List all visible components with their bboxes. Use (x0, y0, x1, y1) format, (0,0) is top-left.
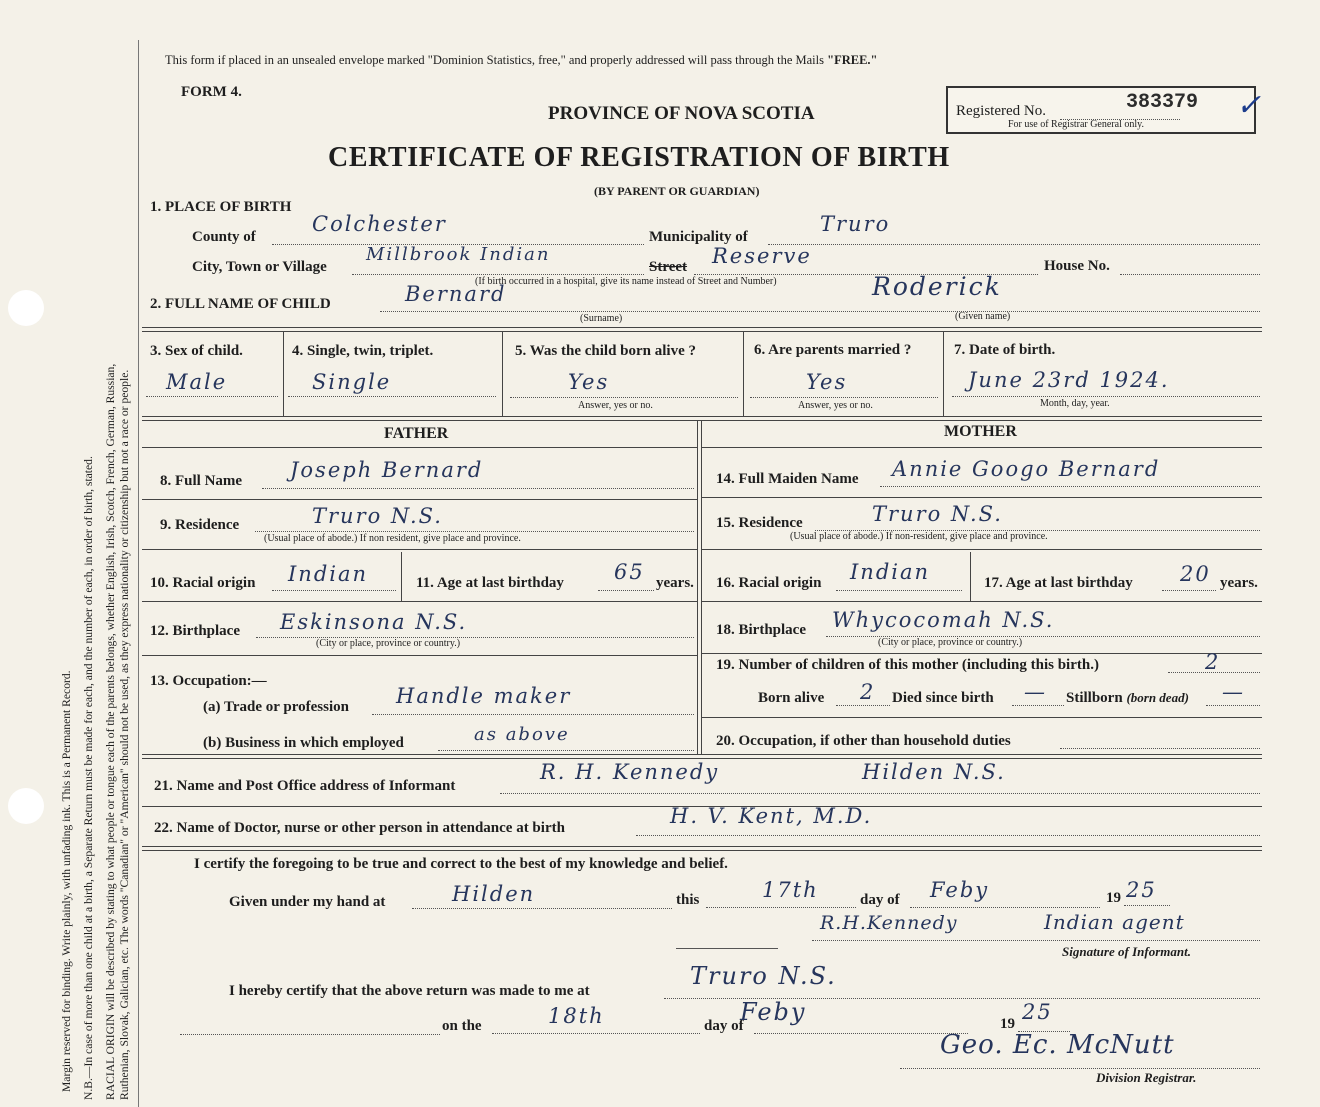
mother-racial-value: Indian (850, 560, 931, 584)
father-heading: FATHER (384, 425, 449, 442)
mother-age-value: 20 (1180, 562, 1211, 586)
informant-title: Indian agent (1044, 910, 1185, 934)
postal-note-text: This form if placed in an unsealed envelope marked "Dominion Statistics, free," and properly addressed will pass through the Mails (165, 53, 828, 67)
born-alive-rule (510, 397, 738, 398)
row-divider-3 (743, 332, 744, 416)
mother-heading-rule (702, 447, 1262, 448)
mother-racial-label: 16. Racial origin (716, 575, 822, 591)
given-day-rule (706, 907, 856, 908)
mother-age-rule (1162, 590, 1216, 591)
mother-racial-rule (836, 590, 962, 591)
mother-heading: MOTHER (944, 423, 1017, 440)
informant-signature-caption: Signature of Informant. (1062, 944, 1191, 959)
margin-note-racial-origin-cont: Ruthenian, Slovak, Galician, etc. The words "Canadian" or "American" should not be used, as they express nationality or citizenship but not a race or people. (118, 369, 131, 1100)
parents-married-value: Yes (806, 370, 848, 394)
date-of-birth-caption: Month, day, year. (1040, 398, 1110, 409)
parents-married-caption: Answer, yes or no. (798, 400, 873, 411)
father-name-label: 8. Full Name (160, 473, 243, 489)
municipality-value: Truro (820, 212, 891, 236)
father-residence-rule (255, 531, 694, 532)
informant-name-value: R. H. Kennedy (540, 760, 720, 784)
mother-stillborn-value: — (1222, 680, 1245, 704)
plurality-value: Single (312, 370, 392, 394)
father-residence-value: Truro N.S. (312, 504, 443, 528)
return-year-value: 25 (1022, 1000, 1053, 1024)
certify-text: I certify the foregoing to be true and correct to the best of my knowledge and belief. (194, 856, 728, 872)
city-rule (352, 274, 644, 275)
county-label: County of (192, 229, 256, 245)
mother-birthplace-label: 18. Birthplace (716, 622, 806, 638)
short-separator (676, 948, 778, 949)
given-day-of-label: day of (860, 892, 900, 908)
born-alive-value: Yes (568, 370, 610, 394)
given-year-rule (1124, 905, 1170, 906)
given-name-caption: (Given name) (955, 311, 1011, 322)
sex-value: Male (166, 370, 228, 394)
given-year-prefix: 19 (1106, 890, 1121, 906)
return-day-of-label: day of (704, 1018, 744, 1034)
house-number-rule (1120, 274, 1260, 275)
child-name-label: 2. FULL NAME OF CHILD (150, 296, 331, 312)
father-racial-divider (142, 601, 697, 602)
return-month-rule (754, 1033, 968, 1034)
mother-stillborn-label: Stillborn (1066, 690, 1123, 706)
child-name-rule (380, 311, 1260, 312)
mother-name-divider (702, 497, 1262, 498)
given-month-value: Feby (930, 878, 990, 902)
margin-note-racial-origin: RACIAL ORIGIN will be described by stating to what people or tongue each of the parents belongs, whether English, Irish, Scotch, French, German, Russian, (104, 363, 117, 1100)
father-age-label: 11. Age at last birthday (416, 575, 564, 591)
registered-note: For use of Registrar General only. (1008, 119, 1144, 130)
father-racial-label: 10. Racial origin (150, 575, 256, 591)
father-birthplace-note: (City or place, province or country.) (316, 638, 461, 649)
punch-hole-bottom (8, 788, 44, 824)
certificate-subtitle: (BY PARENT OR GUARDIAN) (594, 184, 760, 198)
father-trade-rule (372, 714, 694, 715)
mother-residence-note: (Usual place of abode.) If non-resident, give place and province. (790, 531, 1048, 542)
doctor-value: H. V. Kent, M.D. (670, 804, 873, 828)
registrar-caption: Division Registrar. (1096, 1070, 1197, 1085)
father-name-value: Joseph Bernard (290, 458, 484, 482)
mother-residence-divider (702, 549, 1262, 550)
certificate-title: CERTIFICATE OF REGISTRATION OF BIRTH (328, 142, 950, 173)
divider-before-parents (142, 416, 1262, 421)
date-of-birth-rule (952, 396, 1260, 397)
registrar-signature: Geo. Ec. McNutt (940, 1030, 1175, 1060)
street-label: Street (649, 259, 688, 275)
hospital-note: (If birth occurred in a hospital, give its name instead of Street and Number) (475, 276, 777, 287)
county-value: Colchester (312, 212, 447, 236)
father-business-rule (438, 750, 694, 751)
mother-birthplace-note: (City or place, province or country.) (878, 637, 1023, 648)
informant-signature-rule (812, 940, 1260, 941)
check-mark-icon: ✓ (1236, 88, 1262, 123)
date-of-birth-value: June 23rd 1924. (968, 368, 1170, 392)
mother-died-rule (1012, 705, 1064, 706)
return-place-value: Truro N.S. (690, 962, 837, 990)
sex-label: 3. Sex of child. (150, 343, 243, 359)
mother-occupation-rule (1060, 748, 1260, 749)
informant-address-value: Hilden N.S. (862, 760, 1006, 784)
child-surname-value: Bernard (405, 282, 507, 306)
mother-racial-age-divider (970, 552, 971, 601)
plurality-label: 4. Single, twin, triplet. (292, 343, 434, 359)
informant-rule (500, 793, 1260, 794)
given-place-value: Hilden (452, 882, 536, 906)
mother-stillborn-rule (1206, 705, 1260, 706)
father-occupation-label: 13. Occupation:— (150, 673, 267, 689)
father-birthplace-value: Eskinsona N.S. (280, 610, 468, 634)
given-year-value: 25 (1126, 878, 1157, 902)
mother-age-label: 17. Age at last birthday (984, 575, 1133, 591)
mother-children-divider (702, 717, 1262, 718)
divider-after-name (142, 327, 1262, 332)
registered-number: 383379 (1126, 91, 1199, 114)
mother-name-label: 14. Full Maiden Name (716, 471, 859, 487)
margin-note-binding: Margin reserved for binding. Write plainly, with unfading ink. This is a Permanent Record. (60, 670, 73, 1092)
born-alive-label: 5. Was the child born alive ? (515, 343, 696, 359)
mother-died-value: — (1024, 680, 1047, 704)
doctor-label: 22. Name of Doctor, nurse or other person in attendance at birth (154, 820, 565, 836)
registered-label: Registered No. (956, 103, 1046, 119)
father-racial-age-divider (401, 552, 402, 601)
house-number-label: House No. (1044, 258, 1110, 274)
divider-after-parents (142, 754, 1262, 759)
mother-children-label: 19. Number of children of this mother (including this birth.) (716, 657, 1099, 673)
mother-born-alive-value: 2 (860, 680, 876, 704)
registered-number-box (946, 86, 1262, 134)
return-on-the-label: on the (442, 1018, 482, 1034)
mother-stillborn-note: (born dead) (1126, 690, 1189, 705)
doctor-rule (636, 835, 1260, 836)
mother-name-rule (880, 486, 1260, 487)
mother-residence-label: 15. Residence (716, 515, 803, 531)
parents-married-rule (750, 397, 938, 398)
postal-note (165, 53, 877, 68)
return-month-value: Feby (740, 998, 807, 1026)
plurality-rule (288, 396, 496, 397)
divider-before-certification (142, 846, 1262, 851)
return-day-value: 18th (548, 1004, 605, 1028)
mother-children-value: 2 (1205, 650, 1221, 674)
surname-caption: (Surname) (580, 313, 623, 324)
municipality-label: Municipality of (649, 229, 748, 245)
return-text: I hereby certify that the above return was made to me at (229, 983, 590, 999)
mother-born-alive-rule (836, 705, 890, 706)
mother-name-value: Annie Googo Bernard (892, 457, 1161, 481)
father-business-value: as above (474, 724, 570, 745)
city-value: Millbrook Indian (366, 244, 551, 265)
municipality-rule (768, 244, 1260, 245)
father-residence-label: 9. Residence (160, 517, 240, 533)
father-racial-rule (272, 590, 396, 591)
sex-rule (146, 396, 278, 397)
given-under-hand-label: Given under my hand at (229, 894, 386, 910)
informant-label: 21. Name and Post Office address of Informant (154, 778, 456, 794)
father-residence-note: (Usual place of abode.) If non resident, give place and province. (264, 533, 521, 544)
return-blank-rule (180, 1034, 440, 1035)
father-racial-value: Indian (288, 562, 369, 586)
parents-married-label: 6. Are parents married ? (754, 342, 912, 358)
born-alive-caption: Answer, yes or no. (578, 400, 653, 411)
father-residence-divider (142, 549, 697, 550)
given-place-rule (412, 908, 672, 909)
father-age-rule (598, 590, 654, 591)
informant-signature: R.H.Kennedy (820, 912, 958, 934)
row-divider-2 (502, 332, 503, 416)
father-name-divider (142, 499, 697, 500)
father-birthplace-divider (142, 655, 697, 656)
street-value: Reserve (712, 244, 812, 268)
father-trade-value: Handle maker (396, 684, 572, 708)
province-heading: PROVINCE OF NOVA SCOTIA (548, 103, 815, 124)
row-divider-1 (283, 332, 284, 416)
mother-stillborn (1066, 690, 1189, 707)
date-of-birth-label: 7. Date of birth. (954, 342, 1056, 358)
row-divider-4 (943, 332, 944, 416)
given-this-label: this (676, 892, 700, 908)
mother-died-label: Died since birth (892, 690, 994, 706)
binding-margin-line (138, 40, 139, 1107)
father-business-label: (b) Business in which employed (203, 735, 404, 751)
mother-born-alive-label: Born alive (758, 690, 825, 706)
return-day-rule (492, 1033, 700, 1034)
form-number: FORM 4. (181, 84, 242, 100)
punch-hole-top (8, 290, 44, 326)
mother-birthplace-divider (702, 653, 1262, 654)
city-label: City, Town or Village (192, 259, 327, 275)
father-heading-rule (142, 447, 697, 448)
mother-racial-divider (702, 601, 1262, 602)
father-age-value: 65 (614, 560, 645, 584)
registrar-signature-rule (900, 1068, 1260, 1069)
father-name-rule (262, 488, 694, 489)
father-birthplace-label: 12. Birthplace (150, 623, 240, 639)
given-day-value: 17th (762, 878, 819, 902)
mother-occupation-label: 20. Occupation, if other than household duties (716, 733, 1011, 749)
child-given-name-value: Roderick (872, 272, 1002, 301)
father-age-years: years. (656, 575, 694, 591)
mother-residence-value: Truro N.S. (872, 502, 1003, 526)
mother-birthplace-value: Whycocomah N.S. (832, 608, 1055, 632)
postal-note-free: "FREE." (827, 53, 878, 67)
return-year-prefix: 19 (1000, 1016, 1015, 1032)
place-of-birth-label: 1. PLACE OF BIRTH (150, 199, 292, 215)
mother-age-years: years. (1220, 575, 1258, 591)
given-month-rule (910, 907, 1100, 908)
father-trade-label: (a) Trade or profession (203, 699, 349, 715)
parents-column-divider (697, 420, 702, 754)
margin-note-multiple-births: N.B.—In case of more than one child at a birth, a Separate Return must be made for each, and the number of each, in order of birth, stated. (82, 456, 95, 1100)
